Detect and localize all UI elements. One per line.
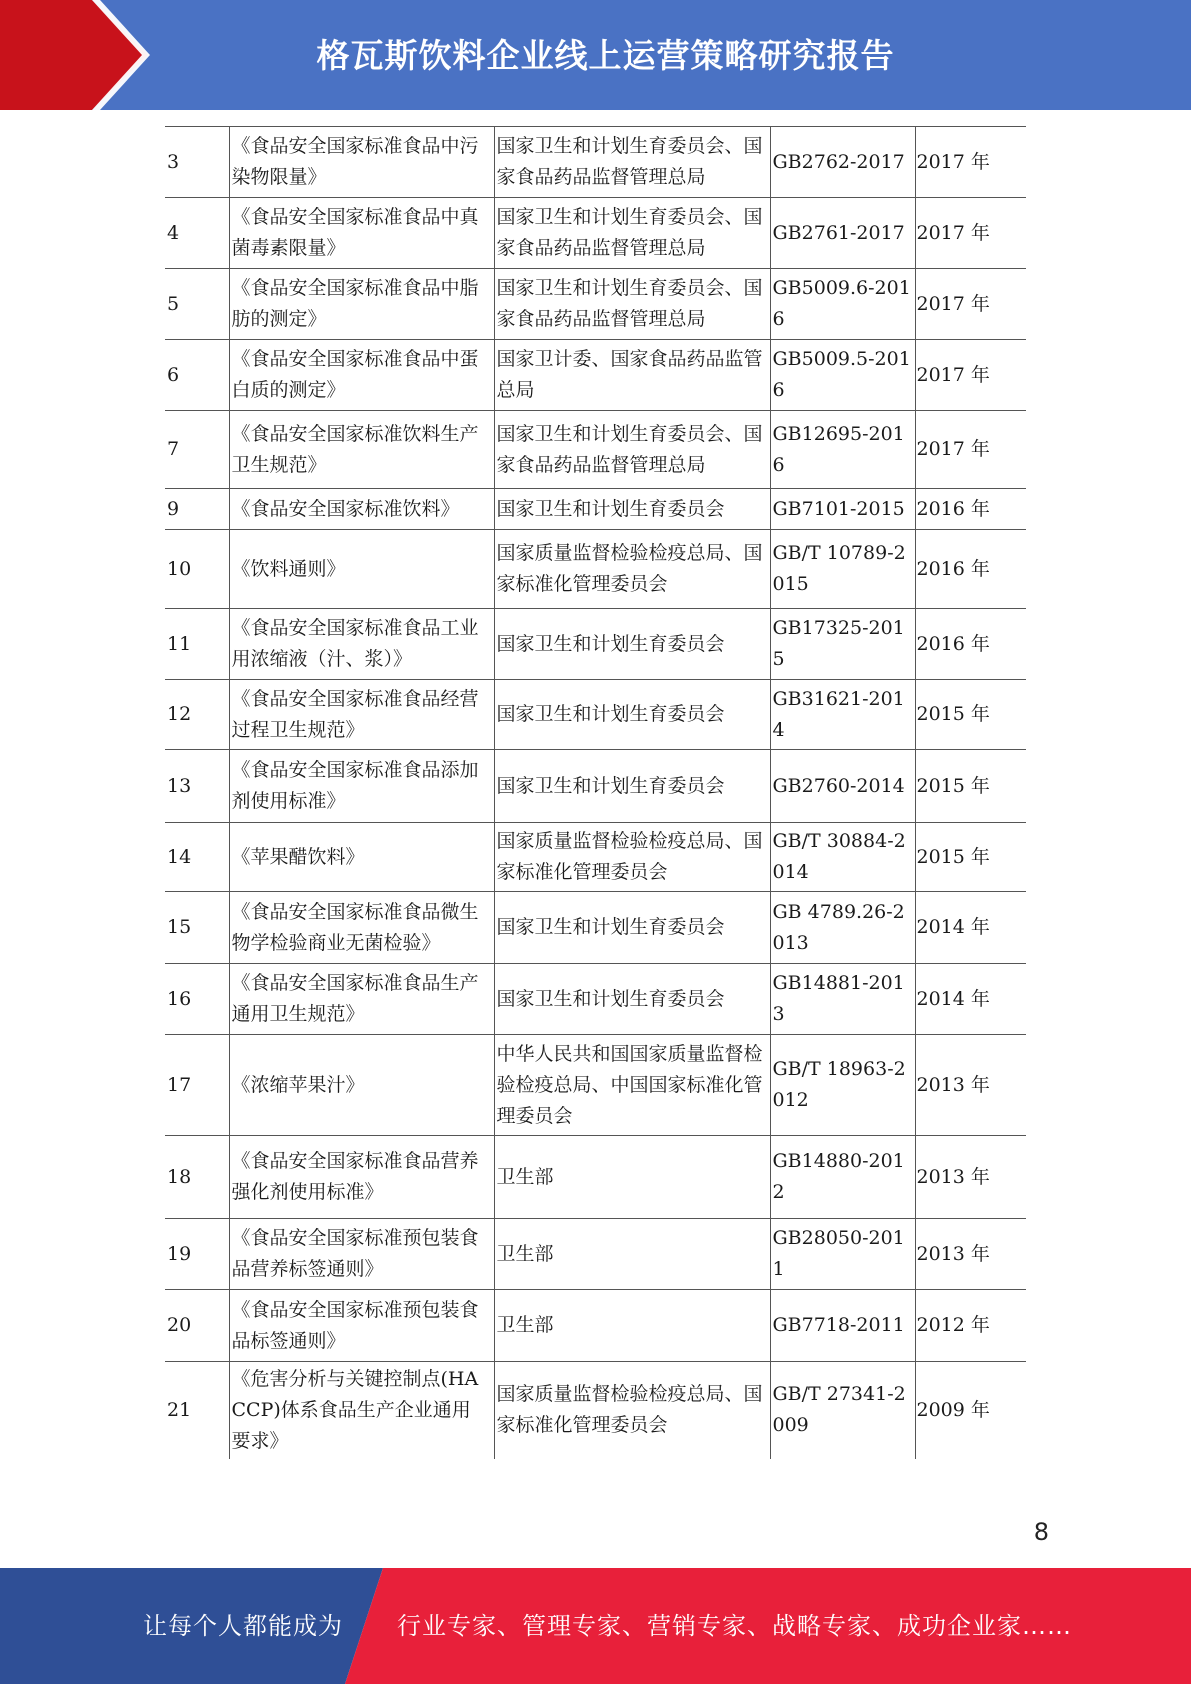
standard-name: 《苹果醋饮料》 (229, 823, 494, 892)
standard-code: GB12695-2016 (770, 411, 915, 489)
issuing-authority: 卫生部 (494, 1219, 770, 1290)
issuing-authority: 中华人民共和国国家质量监督检验检疫总局、中国国家标准化管理委员会 (494, 1035, 770, 1136)
effective-year: 2015 年 (915, 750, 1026, 823)
effective-year: 2016 年 (915, 609, 1026, 680)
issuing-authority: 国家质量监督检验检疫总局、国家标准化管理委员会 (494, 530, 770, 609)
issuing-authority: 国家卫生和计划生育委员会 (494, 609, 770, 680)
effective-year: 2014 年 (915, 892, 1026, 964)
table-row (165, 609, 1026, 680)
effective-year: 2017 年 (915, 411, 1026, 489)
report-title: 格瓦斯饮料企业线上运营策略研究报告 (316, 36, 895, 75)
effective-year: 2009 年 (915, 1362, 1026, 1459)
issuing-authority: 国家卫生和计划生育委员会、国家食品药品监督管理总局 (494, 198, 770, 269)
standard-code: GB5009.5-2016 (770, 340, 915, 411)
standard-name: 《食品安全国家标准食品生产通用卫生规范》 (229, 964, 494, 1035)
standard-name: 《食品安全国家标准食品经营过程卫生规范》 (229, 680, 494, 750)
standard-name: 《食品安全国家标准食品微生物学检验商业无菌检验》 (229, 892, 494, 964)
standard-name: 《食品安全国家标准预包装食品标签通则》 (229, 1290, 494, 1362)
issuing-authority: 国家卫生和计划生育委员会、国家食品药品监督管理总局 (494, 411, 770, 489)
effective-year: 2016 年 (915, 489, 1026, 530)
issuing-authority: 国家卫生和计划生育委员会 (494, 750, 770, 823)
standard-code: GB28050-2011 (770, 1219, 915, 1290)
standard-code: GB5009.6-2016 (770, 269, 915, 340)
standard-name: 《食品安全国家标准预包装食品营养标签通则》 (229, 1219, 494, 1290)
effective-year: 2014 年 (915, 964, 1026, 1035)
table-row (165, 892, 1026, 964)
row-number: 6 (165, 340, 229, 411)
effective-year: 2017 年 (915, 127, 1026, 198)
row-number: 16 (165, 964, 229, 1035)
issuing-authority: 卫生部 (494, 1136, 770, 1219)
table-row (165, 411, 1026, 489)
standard-code: GB/T 30884-2014 (770, 823, 915, 892)
standard-name: 《食品安全国家标准食品添加剂使用标准》 (229, 750, 494, 823)
row-number: 5 (165, 269, 229, 340)
standard-name: 《食品安全国家标准食品中真菌毒素限量》 (229, 198, 494, 269)
row-number: 3 (165, 127, 229, 198)
table-row (165, 127, 1026, 198)
issuing-authority: 国家质量监督检验检疫总局、国家标准化管理委员会 (494, 823, 770, 892)
standard-code: GB14880-2012 (770, 1136, 915, 1219)
standard-name: 《危害分析与关键控制点(HACCP)体系食品生产企业通用要求》 (229, 1362, 494, 1459)
table-row (165, 1362, 1026, 1459)
standard-name: 《食品安全国家标准饮料》 (229, 489, 494, 530)
row-number: 14 (165, 823, 229, 892)
effective-year: 2017 年 (915, 198, 1026, 269)
standard-name: 《食品安全国家标准食品中污染物限量》 (229, 127, 494, 198)
table-row (165, 964, 1026, 1035)
report-header (0, 0, 1191, 110)
standard-code: GB 4789.26-2013 (770, 892, 915, 964)
row-number: 21 (167, 1398, 192, 1421)
standard-code: GB/T 10789-2015 (770, 530, 915, 609)
footer-slogan-right: 行业专家、管理专家、营销专家、战略专家、成功企业家…… (397, 1612, 1072, 1640)
standard-name: 《食品安全国家标准饮料生产卫生规范》 (229, 411, 494, 489)
standard-code: GB31621-2014 (770, 680, 915, 750)
issuing-authority: 国家卫生和计划生育委员会、国家食品药品监督管理总局 (494, 127, 770, 198)
table-row (165, 1219, 1026, 1290)
standard-code: GB7718-2011 (770, 1290, 915, 1362)
table-row (165, 750, 1026, 823)
standard-code: GB2761-2017 (770, 198, 915, 269)
row-number: 18 (165, 1136, 229, 1219)
table-row (165, 198, 1026, 269)
row-number: 13 (165, 750, 229, 823)
standard-name: 《食品安全国家标准食品工业用浓缩液（汁、浆）》 (229, 609, 494, 680)
standard-code: GB/T 18963-2012 (770, 1035, 915, 1136)
footer-banner (0, 1568, 1191, 1684)
effective-year: 2013 年 (915, 1219, 1026, 1290)
standard-code: GB/T 27341-2009 (770, 1362, 915, 1459)
table-row (165, 823, 1026, 892)
effective-year: 2017 年 (915, 340, 1026, 411)
table-row (165, 1035, 1026, 1136)
effective-year: 2017 年 (915, 269, 1026, 340)
issuing-authority: 国家卫计委、国家食品药品监管总局 (494, 340, 770, 411)
standard-name: 《食品安全国家标准食品中脂肪的测定》 (229, 269, 494, 340)
table-row (165, 530, 1026, 609)
effective-year: 2012 年 (915, 1290, 1026, 1362)
issuing-authority: 卫生部 (494, 1290, 770, 1362)
issuing-authority: 国家卫生和计划生育委员会 (494, 489, 770, 530)
row-number: 15 (165, 892, 229, 964)
row-number: 12 (165, 680, 229, 750)
effective-year: 2015 年 (915, 680, 1026, 750)
row-number: 17 (165, 1035, 229, 1136)
issuing-authority: 国家卫生和计划生育委员会、国家食品药品监督管理总局 (494, 269, 770, 340)
standard-code: GB7101-2015 (770, 489, 915, 530)
row-number: 19 (165, 1219, 229, 1290)
issuing-authority: 国家卫生和计划生育委员会 (494, 680, 770, 750)
table-row (165, 269, 1026, 340)
standard-code: GB2762-2017 (770, 127, 915, 198)
effective-year: 2013 年 (915, 1136, 1026, 1219)
row-number: 7 (165, 411, 229, 489)
row-number: 10 (165, 530, 229, 609)
effective-year: 2015 年 (915, 823, 1026, 892)
issuing-authority: 国家卫生和计划生育委员会 (494, 964, 770, 1035)
standards-table (165, 126, 1026, 1459)
row-number: 20 (165, 1290, 229, 1362)
table-row (165, 1290, 1026, 1362)
issuing-authority: 国家质量监督检验检疫总局、国家标准化管理委员会 (494, 1362, 770, 1459)
standard-code: GB14881-2013 (770, 964, 915, 1035)
standard-code: GB2760-2014 (770, 750, 915, 823)
table-row (165, 1136, 1026, 1219)
page-number: 8 (1033, 1518, 1049, 1546)
row-number: 4 (165, 198, 229, 269)
row-number: 11 (165, 609, 229, 680)
standard-name: 《饮料通则》 (229, 530, 494, 609)
row-number: 9 (165, 489, 229, 530)
table-row (165, 680, 1026, 750)
table-row (165, 489, 1026, 530)
standard-name: 《浓缩苹果汁》 (229, 1035, 494, 1136)
table-row (165, 340, 1026, 411)
standard-name: 《食品安全国家标准食品营养强化剂使用标准》 (229, 1136, 494, 1219)
standard-code: GB17325-2015 (770, 609, 915, 680)
issuing-authority: 国家卫生和计划生育委员会 (494, 892, 770, 964)
effective-year: 2016 年 (915, 530, 1026, 609)
effective-year: 2013 年 (915, 1035, 1026, 1136)
footer-slogan-left: 让每个人都能成为 (143, 1612, 343, 1640)
standard-name: 《食品安全国家标准食品中蛋白质的测定》 (229, 340, 494, 411)
